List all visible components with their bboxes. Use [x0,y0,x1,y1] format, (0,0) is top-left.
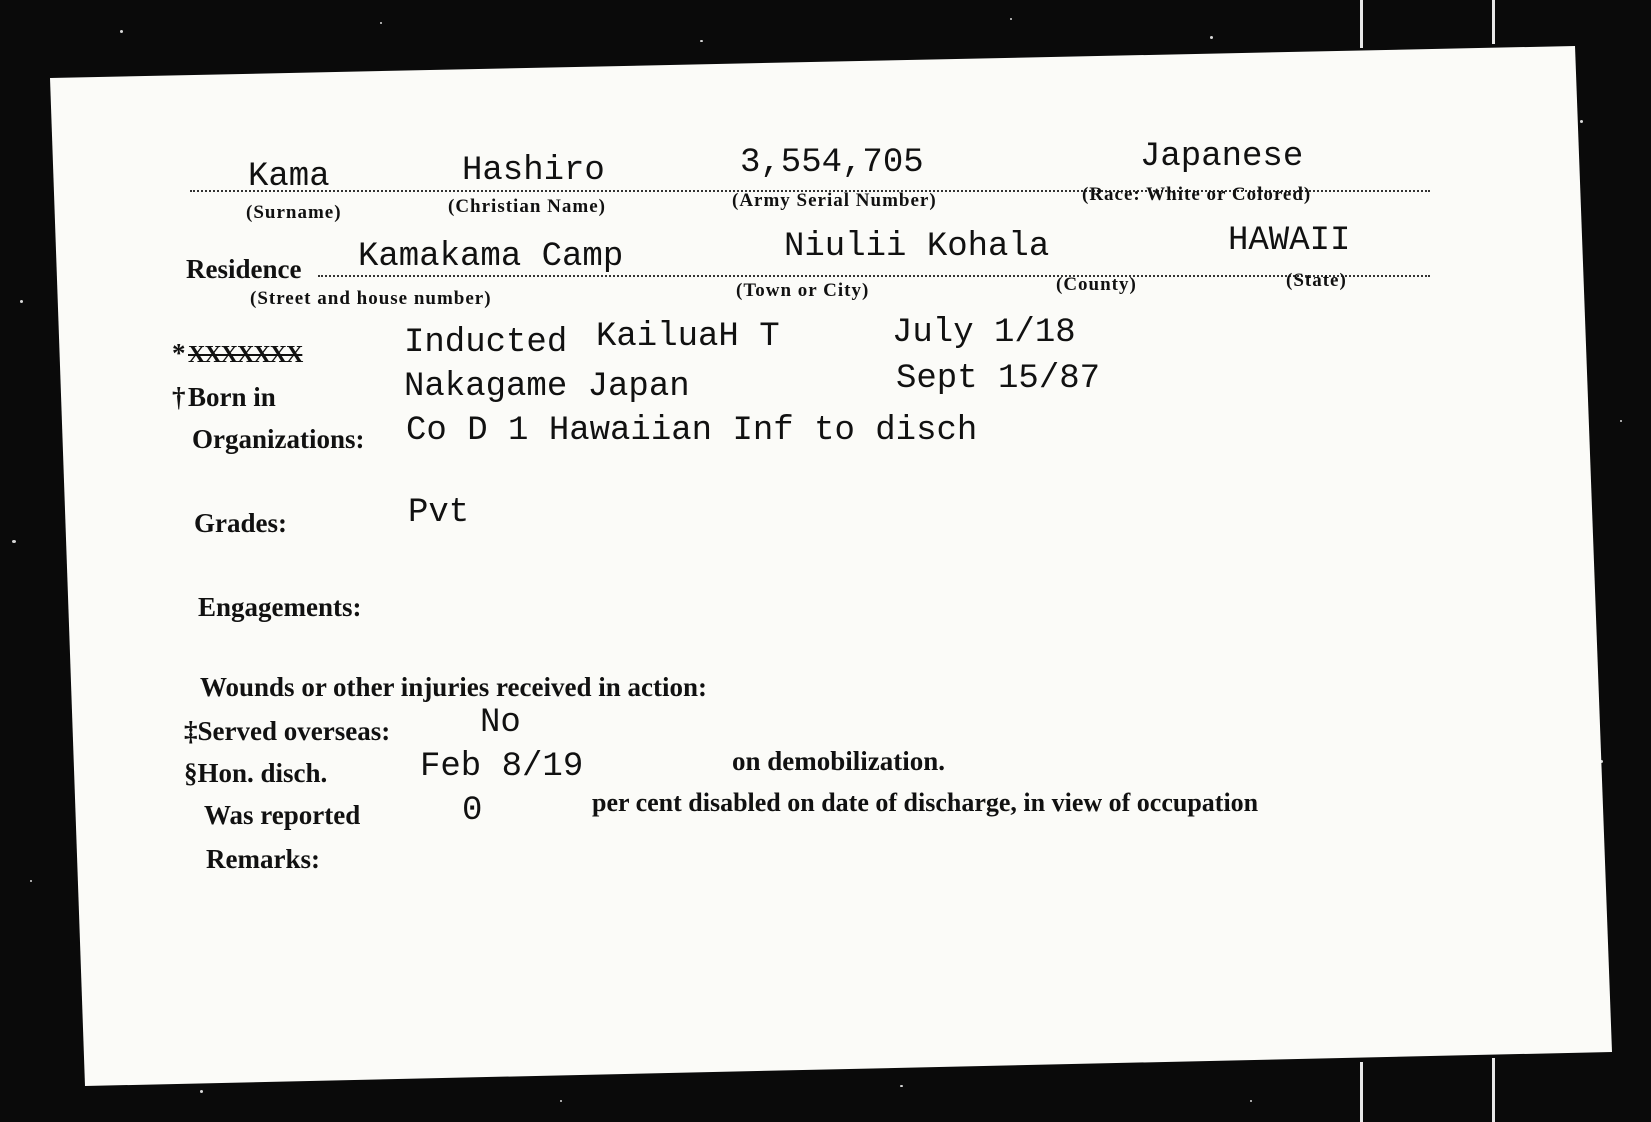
inducted-label-struckout: XXXXXXX [188,342,303,368]
race-value: Japanese [1140,138,1304,176]
residence-label: Residence [186,254,302,284]
grades-label: Grades: [194,508,287,538]
residence-town-value: Niulii Kohala [784,228,1050,266]
organizations-value: Co D 1 Hawaiian Inf to disch [406,412,978,450]
organizations-label: Organizations: [192,424,365,454]
surname-caption: (Surname) [246,202,342,223]
wounds-label: Wounds or other injuries received in action: [200,672,708,702]
was-reported-label: Was reported [204,800,361,830]
born-place-value: Nakagame Japan [404,368,690,406]
christian-name-caption: (Christian Name) [448,196,606,217]
army-serial-number-value: 3,554,705 [740,144,924,182]
born-date-value: Sept 15/87 [896,360,1101,398]
engagements-label: Engagements: [198,592,362,622]
residence-street-value: Kamakama Camp [358,238,624,276]
surname-value: Kama [248,158,330,196]
state-caption: (State) [1286,270,1347,291]
was-reported-value: 0 [462,792,483,830]
remarks-label: Remarks: [206,844,320,874]
race-caption: (Race: White or Colored) [1082,184,1312,205]
born-marker: † [172,382,186,412]
served-overseas-value: No [480,704,521,742]
served-overseas-label: ‡Served overseas: [184,716,391,746]
army-serial-number-caption: (Army Serial Number) [732,190,937,211]
street-caption: (Street and house number) [250,288,492,309]
inducted-marker: * [172,338,186,368]
christian-name-value: Hashiro [462,152,605,190]
inducted-place-value: KailuaH T [596,318,780,356]
grades-value: Pvt [408,494,470,532]
inducted-date-value: July 1/18 [892,314,1076,352]
town-caption: (Town or City) [736,280,870,301]
disability-text: per cent disabled on date of discharge, in view of occupation [592,788,1259,817]
hon-disch-date-value: Feb 8/19 [420,748,584,786]
residence-state-value: HAWAII [1228,222,1351,260]
inducted-text: Inducted [404,324,568,362]
hon-disch-label: §Hon. disch. [184,758,328,788]
born-label: Born in [188,382,276,412]
county-caption: (County) [1056,274,1137,295]
hon-disch-reason: on demobilization. [732,746,946,776]
